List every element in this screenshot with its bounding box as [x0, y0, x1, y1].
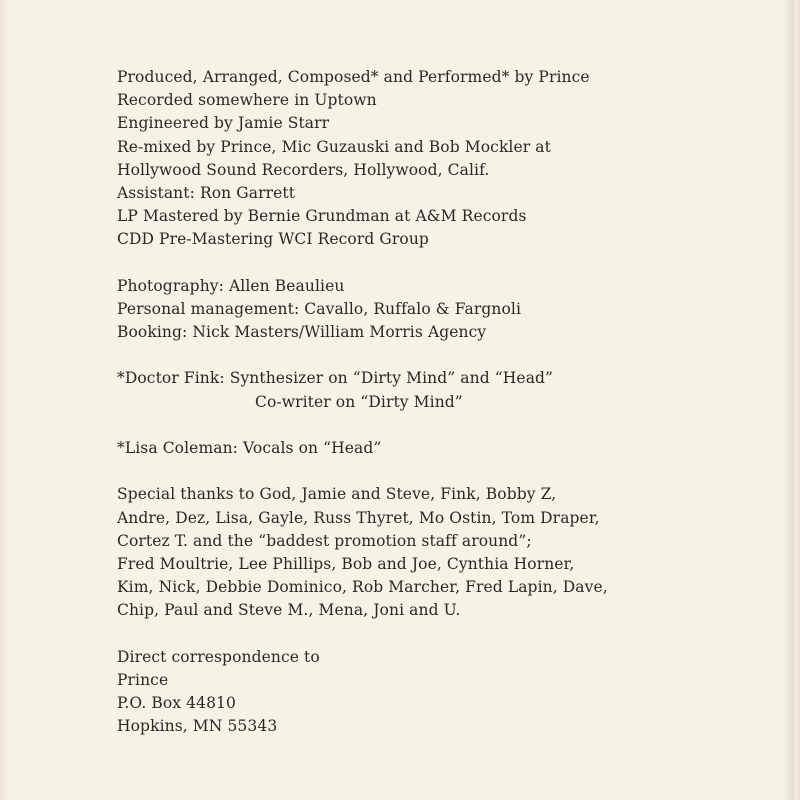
fink-line: *Doctor Fink: Synthesizer on “Dirty Mind” and “Head” [117, 369, 554, 388]
credit-line: Hollywood Sound Recorders, Hollywood, Calif. [117, 160, 490, 179]
credit-line: Re-mixed by Prince, Mic Guzauski and Bob Mockler at [117, 137, 551, 156]
lisa-line: *Lisa Coleman: Vocals on “Head” [117, 439, 382, 457]
thanks-line: Special thanks to God, Jamie and Steve, Fink, Bobby Z, [117, 485, 557, 504]
credit-line: CDD Pre-Mastering WCI Record Group [117, 230, 429, 249]
staff-line: Photography: Allen Beaulieu [117, 276, 345, 295]
address-line: Hopkins, MN 55343 [117, 717, 278, 736]
address-line: Prince [117, 670, 169, 689]
thanks-line: Kim, Nick, Debbie Dominico, Rob Marcher, Fred Lapin, Dave, [117, 578, 608, 597]
thanks-block [117, 483, 777, 622]
credit-line: Assistant: Ron Garrett [117, 183, 296, 202]
spacer [117, 414, 777, 437]
thanks-line: Chip, Paul and Steve M., Mena, Joni and U. [117, 601, 461, 620]
page-left-edge [0, 0, 10, 800]
spacer [117, 623, 777, 646]
staff-line: Personal management: Cavallo, Ruffalo & Fargnoli [117, 299, 522, 318]
page-fold-edge [784, 0, 800, 800]
credit-line: Engineered by Jamie Starr [117, 114, 330, 133]
credit-line: Recorded somewhere in Uptown [117, 91, 377, 110]
staff-block [117, 275, 777, 345]
address-block [117, 646, 777, 739]
thanks-line: Cortez T. and the “baddest promotion staff around”; [117, 531, 532, 550]
credit-line: Produced, Arranged, Composed* and Performed* by Prince [117, 68, 590, 86]
thanks-line: Fred Moultrie, Lee Phillips, Bob and Joe, Cynthia Horner, [117, 554, 575, 573]
fink-note [117, 367, 777, 413]
lisa-note [117, 437, 777, 460]
thanks-line: Andre, Dez, Lisa, Gayle, Russ Thyret, Mo Ostin, Tom Draper, [117, 508, 600, 527]
fink-line-indented: Co-writer on “Dirty Mind” [255, 392, 463, 411]
credits-block [117, 66, 777, 252]
liner-notes-text [117, 66, 777, 738]
address-line: Direct correspondence to [117, 647, 320, 666]
spacer [117, 252, 777, 275]
address-line: P.O. Box 44810 [117, 694, 236, 713]
spacer [117, 344, 777, 367]
spacer [117, 460, 777, 483]
staff-line: Booking: Nick Masters/William Morris Agency [117, 323, 487, 342]
credit-line: LP Mastered by Bernie Grundman at A&M Records [117, 207, 527, 226]
